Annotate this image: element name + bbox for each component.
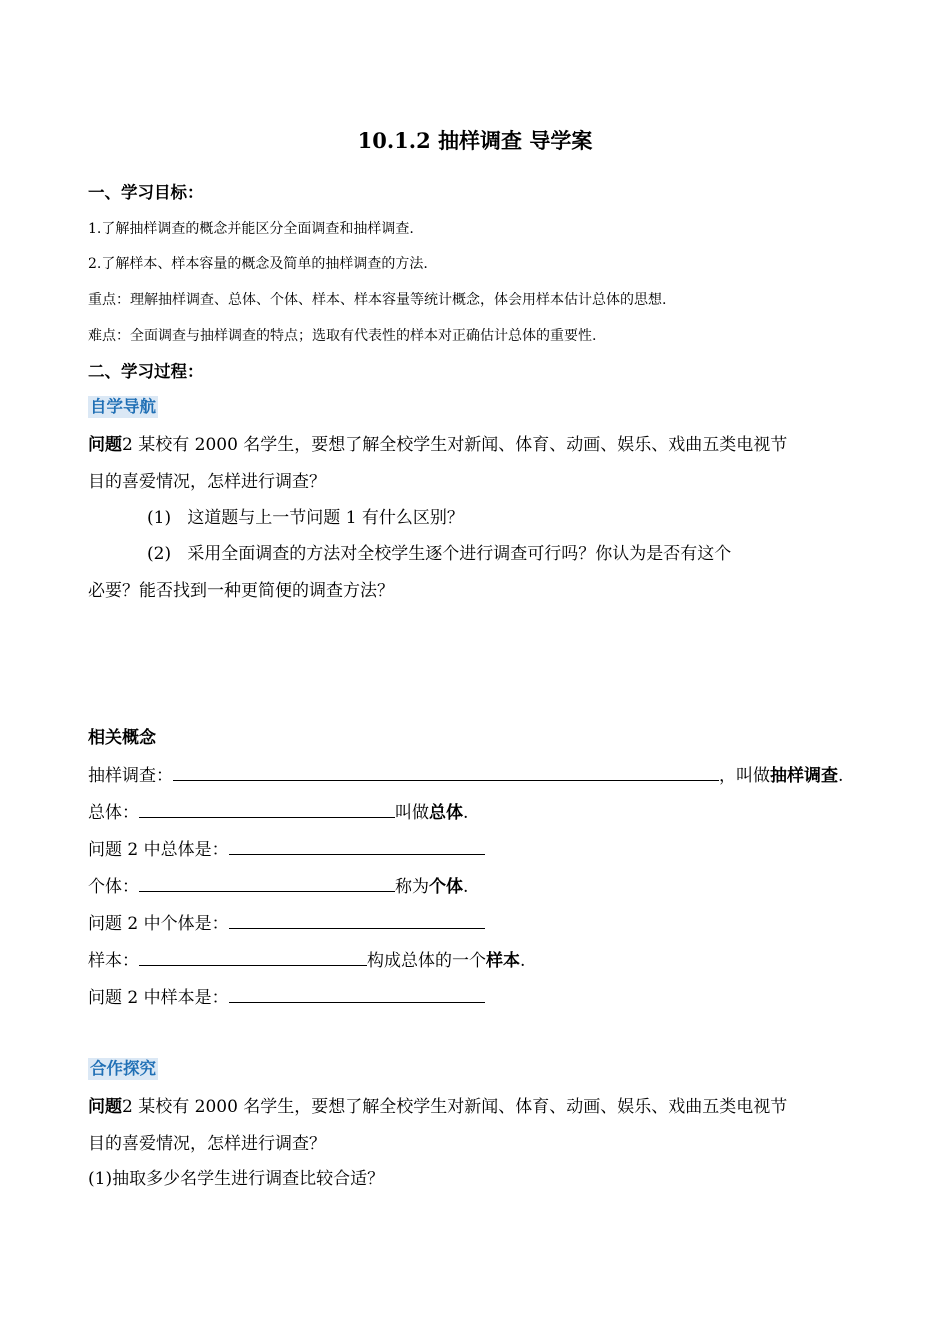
q2-sample [88, 985, 485, 1009]
population-blank[interactable] [139, 800, 395, 818]
cooperative-question-text: 2 某校有 2000 名学生，要想了解全校学生对新闻、体育、动画、娱乐、戏曲五类电视节 [122, 1097, 788, 1117]
individual-period: . [463, 877, 469, 897]
population-suffix: 叫做 [395, 803, 429, 823]
population-label: 总体： [88, 803, 139, 823]
individual-blank[interactable] [139, 874, 395, 892]
goal-2: 2.了解样本、样本容量的概念及简单的抽样调查的方法. [88, 256, 428, 272]
cooperative-tag: 合作探究 [90, 1059, 156, 1078]
sampling-blank[interactable] [173, 763, 719, 781]
sampling-definition [88, 763, 843, 787]
individual-term: 个体 [429, 877, 463, 897]
cooperative-sub-question-1: (1)抽取多少名学生进行调查比较合适？ [88, 1169, 385, 1189]
self-study-question-line2: 目的喜爱情况，怎样进行调查？ [88, 472, 326, 492]
page-title: 10.1.2 抽样调查 导学案 [357, 128, 593, 153]
sampling-suffix: ，叫做 [719, 766, 770, 786]
self-study-question-line1 [88, 434, 787, 456]
sample-definition [88, 948, 525, 972]
key-point: 重点：理解抽样调查、总体、个体、样本、样本容量等统计概念，体会用样本估计总体的思想. [88, 292, 667, 308]
sub-question-1-text: 这道题与上一节问题 1 有什么区别？ [187, 508, 464, 528]
cooperative-question-line1 [88, 1096, 787, 1118]
q2-sample-blank[interactable] [229, 985, 485, 1003]
sample-term: 样本 [486, 951, 520, 971]
sample-suffix: 构成总体的一个 [367, 951, 486, 971]
sub-question-2-text: 采用全面调查的方法对全校学生逐个进行调查可行吗？你认为是否有这个 [187, 544, 732, 564]
q2-population [88, 837, 485, 861]
self-study-tag-line [88, 396, 158, 418]
cooperative-question-label: 问题 [88, 1097, 122, 1117]
population-period: . [463, 803, 469, 823]
sub-question-1 [147, 507, 464, 529]
section1-heading: 一、学习目标： [88, 183, 204, 202]
individual-suffix: 称为 [395, 877, 429, 897]
section2-heading: 二、学习过程： [88, 362, 204, 381]
self-study-tag: 自学导航 [90, 397, 156, 416]
cooperative-tag-line [88, 1058, 158, 1080]
goal-1: 1.了解抽样调查的概念并能区分全面调查和抽样调查. [88, 221, 414, 237]
sampling-label: 抽样调查： [88, 766, 173, 786]
individual-definition [88, 874, 468, 898]
sample-blank[interactable] [139, 948, 367, 966]
sample-period: . [520, 951, 526, 971]
sub-question-2-number: (2) [147, 544, 172, 564]
population-term: 总体 [429, 803, 463, 823]
cooperative-question-line2: 目的喜爱情况，怎样进行调查？ [88, 1134, 326, 1154]
population-definition [88, 800, 468, 824]
sub-question-1-number: (1) [147, 508, 172, 528]
q2-population-blank[interactable] [229, 837, 485, 855]
sub-question-2-continued: 必要？能否找到一种更简便的调查方法？ [88, 581, 394, 601]
concepts-heading: 相关概念 [88, 728, 156, 748]
q2-sample-label: 问题 2 中样本是： [88, 988, 229, 1008]
sample-label: 样本： [88, 951, 139, 971]
q2-individual [88, 911, 485, 935]
sampling-term: 抽样调查 [770, 766, 838, 786]
individual-label: 个体： [88, 877, 139, 897]
q2-individual-blank[interactable] [229, 911, 485, 929]
sampling-period: . [838, 766, 844, 786]
question-text: 2 某校有 2000 名学生，要想了解全校学生对新闻、体育、动画、娱乐、戏曲五类电视节 [122, 435, 788, 455]
q2-individual-label: 问题 2 中个体是： [88, 914, 229, 934]
sub-question-2 [147, 543, 731, 565]
q2-population-label: 问题 2 中总体是： [88, 840, 229, 860]
difficulty: 难点：全面调查与抽样调查的特点；选取有代表性的样本对正确估计总体的重要性. [88, 328, 597, 344]
question-label: 问题 [88, 435, 122, 455]
